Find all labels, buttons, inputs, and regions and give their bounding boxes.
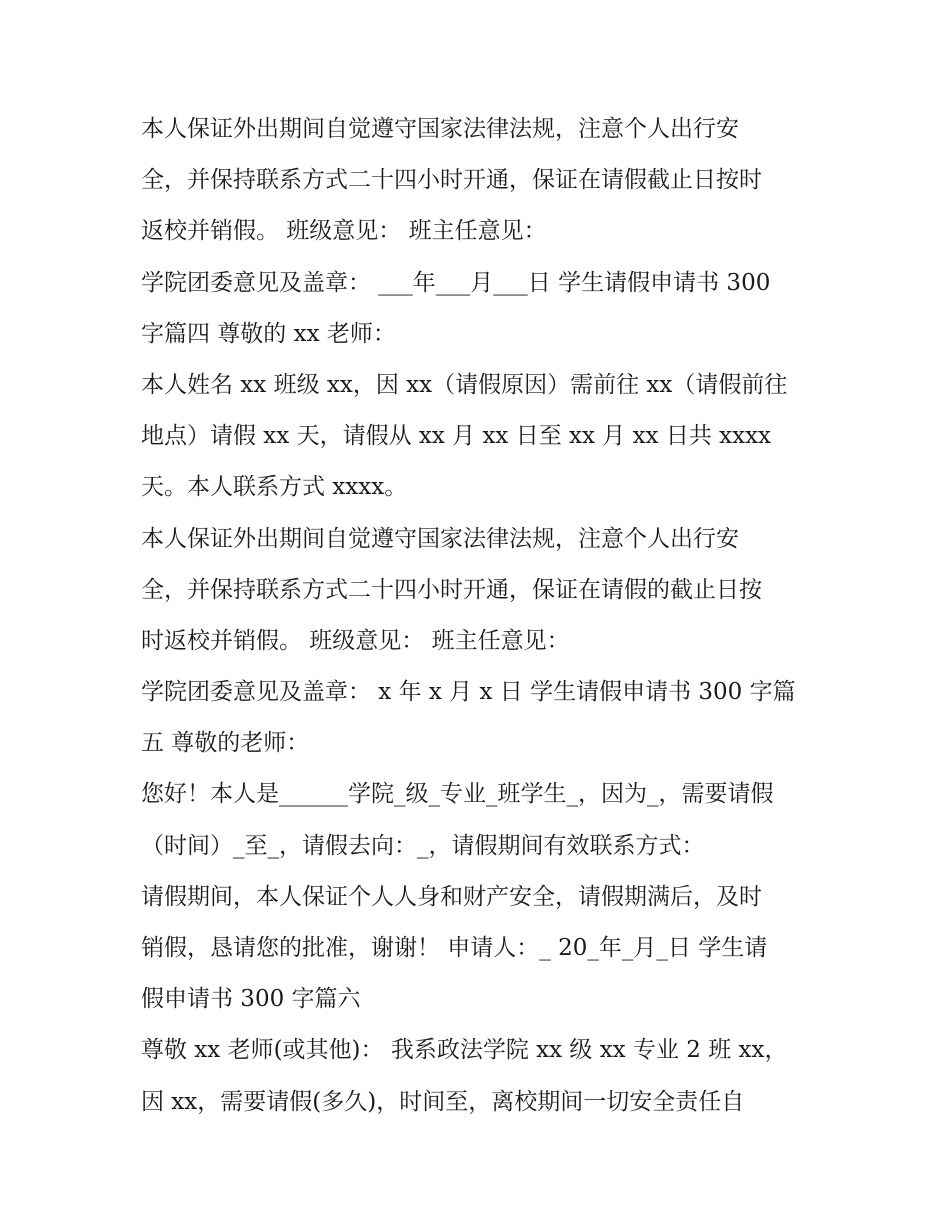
text-line: 字篇四 尊敬的 xx 老师： [141,320,396,347]
text-line: 天。本人联系方式 xxxx。 [141,474,408,501]
text-line: 您好！本人是______学院_级_专业_班学生_，因为_，需要请假 [141,781,774,808]
text-line: 全，并保持联系方式二十四小时开通，保证在请假截止日按时 [141,167,762,194]
text-line: 地点）请假 xx 天，请假从 xx 月 xx 日至 xx 月 xx 日共 xxxx [141,423,772,450]
text-line: 尊敬 xx 老师(或其他)： 我系政法学院 xx 级 xx 专业 2 班 xx， [141,1037,788,1064]
text-line: 请假期间，本人保证个人人身和财产安全，请假期满后，及时 [141,883,762,910]
text-line: 学院团委意见及盖章： ___年___月___日 学生请假申请书 300 [141,269,771,296]
text-line: 返校并销假。 班级意见： 班主任意见： [141,218,547,245]
text-line: 学院团委意见及盖章： x 年 x 月 x 日 学生请假申请书 300 字篇 [141,679,796,706]
text-line: 销假，恳请您的批准，谢谢！ 申请人：_ 20_年_月_日 学生请 [141,935,768,961]
text-line: 五 尊敬的老师： [141,730,310,757]
text-line: 假申请书 300 字篇六 [141,986,361,1013]
text-line: 时返校并销假。 班级意见： 班主任意见： [141,627,570,654]
text-line: 因 xx，需要请假(多久)，时间至，离校期间一切安全责任自 [141,1088,745,1115]
text-line: （时间）_至_，请假去向：_，请假期间有效联系方式： [141,832,705,859]
text-line: 本人姓名 xx 班级 xx，因 xx（请假原因）需前往 xx（请假前往 [141,371,788,398]
text-line: 全，并保持联系方式二十四小时开通，保证在请假的截止日按 [141,576,762,603]
text-line: 本人保证外出期间自觉遵守国家法律法规，注意个人出行安 [141,116,739,142]
document-body [141,104,821,1128]
text-line: 本人保证外出期间自觉遵守国家法律法规，注意个人出行安 [141,525,739,552]
